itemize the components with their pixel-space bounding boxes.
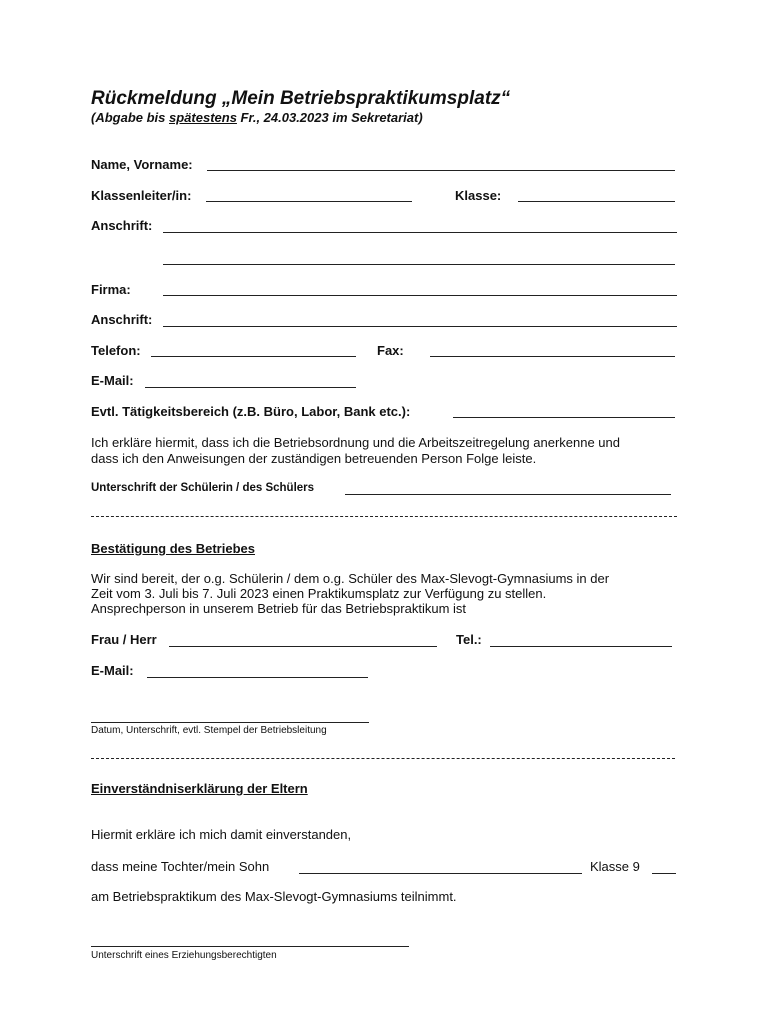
submission-deadline xyxy=(91,110,423,125)
fax-label: Fax: xyxy=(377,343,404,358)
company-text-line-3: Ansprechperson in unserem Betrieb für das Betriebspraktikum ist xyxy=(91,601,467,616)
parent-signature-caption: Unterschrift eines Erziehungsberechtigten xyxy=(91,950,277,961)
class-9-label: Klasse 9 xyxy=(590,859,640,874)
company-address-label: Anschrift: xyxy=(91,312,153,327)
deadline-emphasis: spätestens xyxy=(169,110,237,125)
company-signature-field[interactable] xyxy=(91,722,369,723)
contact-person-label: Frau / Herr xyxy=(91,632,157,647)
contact-person-field[interactable] xyxy=(169,646,437,647)
declaration-line-2: dass ich den Anweisungen der zuständigen betreuenden Person Folge leiste. xyxy=(91,451,537,466)
student-signature-field[interactable] xyxy=(345,494,671,495)
address-field-line2[interactable] xyxy=(163,264,675,265)
company-label: Firma: xyxy=(91,282,131,297)
company-text-line-1: Wir sind bereit, der o.g. Schülerin / dem o.g. Schüler des Max-Slevogt-Gymnasiums in der xyxy=(91,571,610,586)
fax-field[interactable] xyxy=(430,356,675,357)
activity-area-field[interactable] xyxy=(453,417,675,418)
declaration-line-1: Ich erkläre hiermit, dass ich die Betriebsordnung und die Arbeitszeitregelung anerkenne und xyxy=(91,435,620,450)
name-field[interactable] xyxy=(207,170,675,171)
address-label: Anschrift: xyxy=(91,218,153,233)
class-letter-field[interactable] xyxy=(652,873,676,874)
page-title: Rückmeldung „Mein Betriebspraktikumsplatz“ xyxy=(91,88,511,109)
parent-consent-heading: Einverständniserklärung der Eltern xyxy=(91,781,308,796)
cut-line-2 xyxy=(91,758,675,759)
company-text-line-2: Zeit vom 3. Juli bis 7. Juli 2023 einen Praktikumsplatz zur Verfügung zu stellen. xyxy=(91,586,547,601)
address-field[interactable] xyxy=(163,232,677,233)
child-name-field[interactable] xyxy=(299,873,582,874)
class-teacher-label: Klassenleiter/in: xyxy=(91,188,192,203)
class-label: Klasse: xyxy=(455,188,502,203)
activity-area-label: Evtl. Tätigkeitsbereich (z.B. Büro, Labor, Bank etc.): xyxy=(91,404,411,419)
class-teacher-field[interactable] xyxy=(206,201,412,202)
email-field[interactable] xyxy=(145,387,356,388)
company-phone-field[interactable] xyxy=(490,646,672,647)
class-field[interactable] xyxy=(518,201,675,202)
cut-line-1 xyxy=(91,516,677,517)
deadline-suffix: Fr., 24.03.2023 im Sekretariat) xyxy=(236,110,423,125)
company-signature-caption: Datum, Unterschrift, evtl. Stempel der Betriebsleitung xyxy=(91,725,327,736)
consent-line-3: am Betriebspraktikum des Max-Slevogt-Gymnasiums teilnimmt. xyxy=(91,889,457,904)
company-confirmation-heading: Bestätigung des Betriebes xyxy=(91,541,255,556)
company-field[interactable] xyxy=(163,295,677,296)
phone-field[interactable] xyxy=(151,356,356,357)
consent-line-2: dass meine Tochter/mein Sohn xyxy=(91,859,270,874)
name-label: Name, Vorname: xyxy=(91,157,193,172)
company-phone-label: Tel.: xyxy=(456,632,482,647)
parent-signature-field[interactable] xyxy=(91,946,409,947)
deadline-prefix: (Abgabe bis xyxy=(91,110,170,125)
student-signature-label: Unterschrift der Schülerin / des Schülers xyxy=(91,482,315,494)
company-email-field[interactable] xyxy=(147,677,368,678)
company-email-label: E-Mail: xyxy=(91,663,134,678)
consent-line-1: Hiermit erkläre ich mich damit einverstanden, xyxy=(91,827,352,842)
company-address-field[interactable] xyxy=(163,326,677,327)
phone-label: Telefon: xyxy=(91,343,141,358)
email-label: E-Mail: xyxy=(91,373,134,388)
